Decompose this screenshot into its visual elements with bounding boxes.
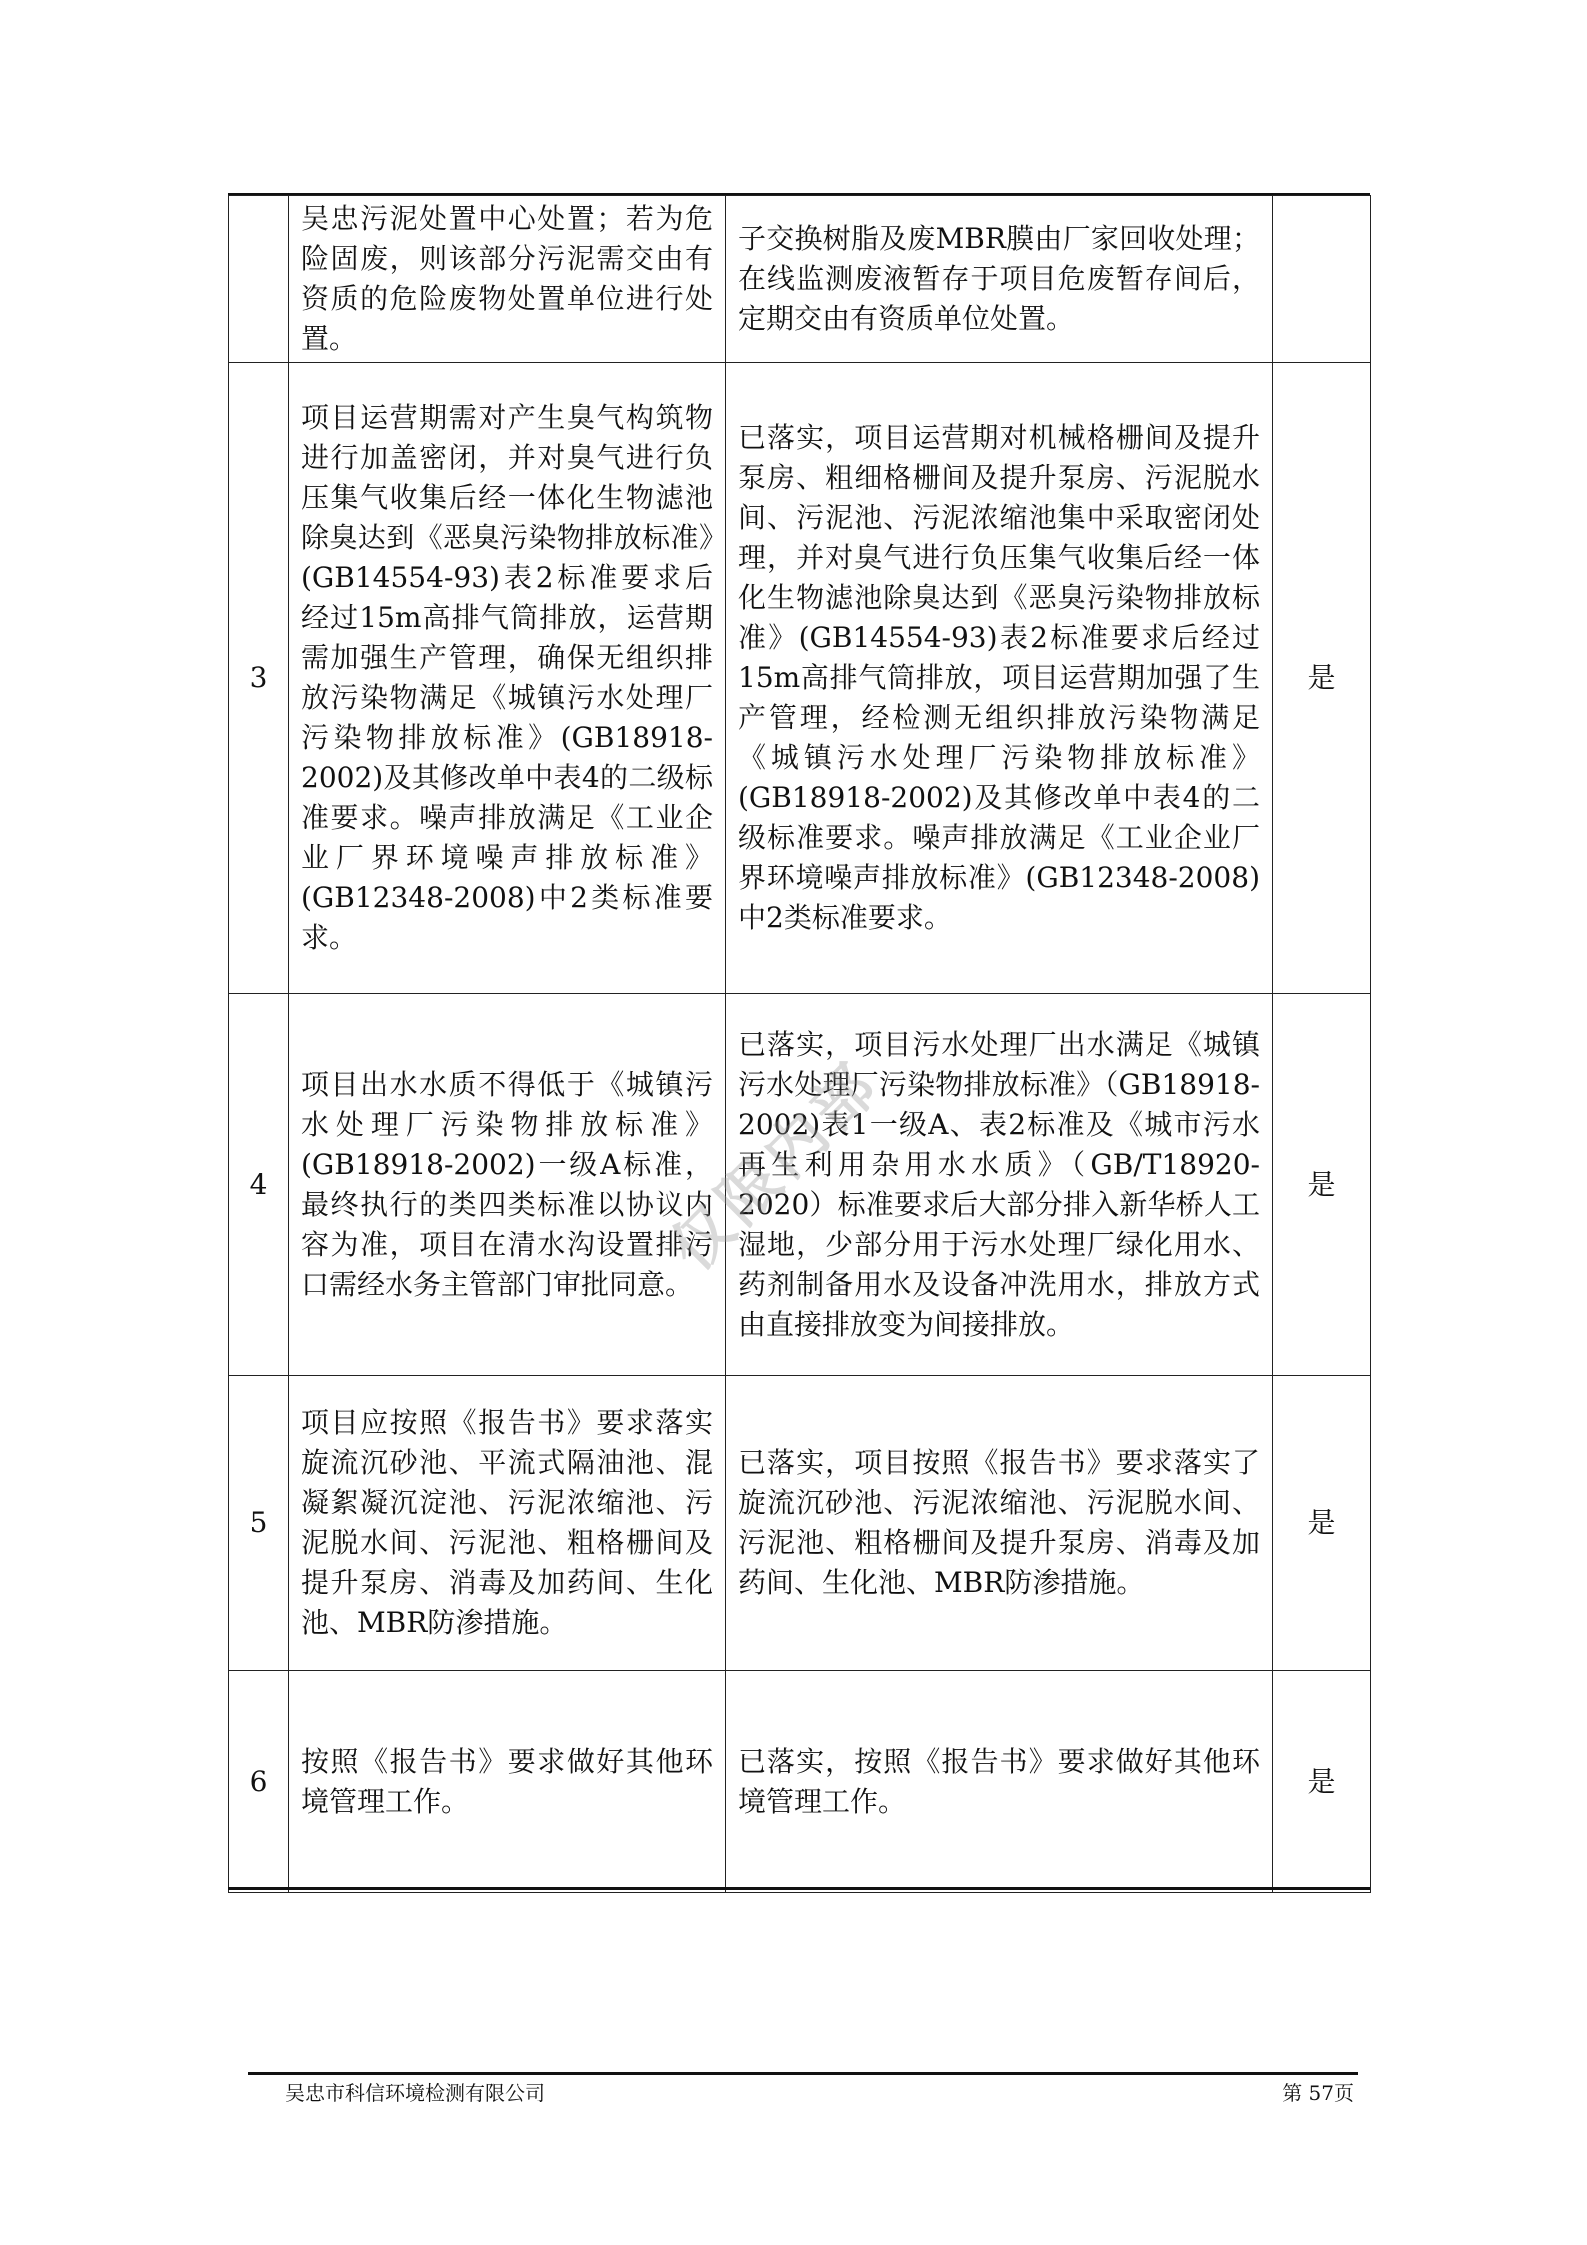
table-row — [229, 363, 1371, 994]
requirement-cell: 项目出水水质不得低于《城镇污水处理厂污染物排放标准》(GB18918-2002)一级A标准，最终执行的类四类标准以协议内容为准，项目在清水沟设置排污口需经水务主管部门审批同意。 — [289, 994, 726, 1376]
footer-rule — [248, 2072, 1358, 2075]
row-number: 4 — [229, 994, 289, 1376]
compliance-cell: 是 — [1273, 363, 1371, 994]
implementation-cell: 已落实，按照《报告书》要求做好其他环境管理工作。 — [726, 1671, 1273, 1893]
compliance-cell: 是 — [1273, 994, 1371, 1376]
table-bottom-rule — [228, 1887, 1370, 1890]
row-number: 6 — [229, 1671, 289, 1893]
requirement-cell: 项目运营期需对产生臭气构筑物进行加盖密闭，并对臭气进行负压集气收集后经一体化生物滤池除臭达到《恶臭污染物排放标准》(GB14554-93)表2标准要求后经过15m高排气筒排放，运营期需加强生产管理，确保无组织排放污染物满足《城镇污水处理厂污染物排放标准》(GB18918-2002)及其修改单中表4的二级标准要求。噪声排放满足《工业企业厂界环境噪声排放标准》(GB12348-2008)中2类标准要求。 — [289, 363, 726, 994]
compliance-cell: 是 — [1273, 1376, 1371, 1671]
footer-page-number: 第 57页 — [1282, 2081, 1354, 2105]
watermark: 仅限内部 — [657, 1048, 894, 1285]
footer-company: 吴忠市科信环境检测有限公司 — [285, 2081, 545, 2105]
table-row — [229, 1671, 1371, 1893]
implementation-cell: 已落实，项目按照《报告书》要求落实了旋流沉砂池、污泥浓缩池、污泥脱水间、污泥池、粗格栅间及提升泵房、消毒及加药间、生化池、MBR防渗措施。 — [726, 1376, 1273, 1671]
requirement-cell: 项目应按照《报告书》要求落实旋流沉砂池、平流式隔油池、混凝絮凝沉淀池、污泥浓缩池、污泥脱水间、污泥池、粗格栅间及提升泵房、消毒及加药间、生化池、MBR防渗措施。 — [289, 1376, 726, 1671]
table-row — [229, 1376, 1371, 1671]
compliance-table — [228, 195, 1371, 1893]
row-number: 5 — [229, 1376, 289, 1671]
implementation-cell: 已落实，项目运营期对机械格栅间及提升泵房、粗细格栅间及提升泵房、污泥脱水间、污泥池、污泥浓缩池集中采取密闭处理，并对臭气进行负压集气收集后经一体化生物滤池除臭达到《恶臭污染物排放标准》(GB14554-93)表2标准要求后经过15m高排气筒排放，项目运营期加强了生产管理，经检测无组织排放污染物满足《城镇污水处理厂污染物排放标准》(GB18918-2002)及其修改单中表4的二级标准要求。噪声排放满足《工业企业厂界环境噪声排放标准》(GB12348-2008)中2类标准要求。 — [726, 363, 1273, 994]
implementation-cell: 已落实，项目污水处理厂出水满足《城镇污水处理厂污染物排放标准》（GB18918-2002)表1一级A、表2标准及《城市污水再生利用杂用水水质》（GB/T18920-2020）标准要求后大部分排入新华桥人工湿地，少部分用于污水处理厂绿化用水、药剂制备用水及设备冲洗用水，排放方式由直接排放变为间接排放。 — [726, 994, 1273, 1376]
compliance-cell — [1273, 196, 1371, 363]
row-number: 3 — [229, 363, 289, 994]
implementation-cell: 子交换树脂及废MBR膜由厂家回收处理；在线监测废液暂存于项目危废暂存间后，定期交由有资质单位处置。 — [726, 196, 1273, 363]
compliance-cell: 是 — [1273, 1671, 1371, 1893]
requirement-cell: 吴忠污泥处置中心处置；若为危险固废，则该部分污泥需交由有资质的危险废物处置单位进行处置。 — [289, 196, 726, 363]
requirement-cell: 按照《报告书》要求做好其他环境管理工作。 — [289, 1671, 726, 1893]
table-row — [229, 196, 1371, 363]
row-number — [229, 196, 289, 363]
